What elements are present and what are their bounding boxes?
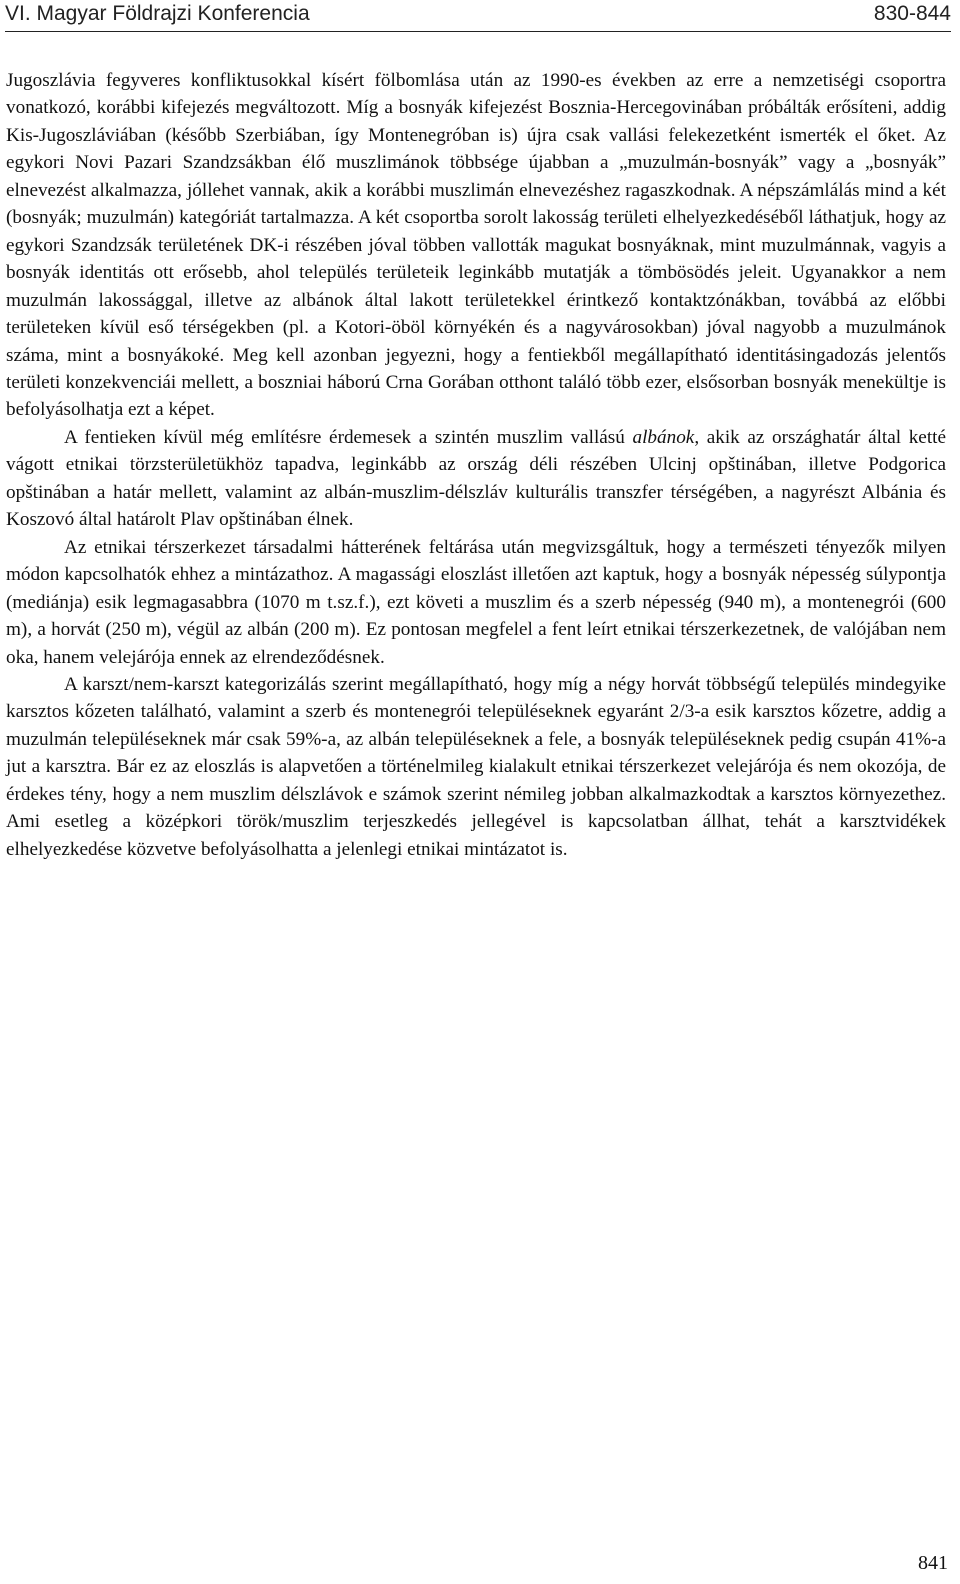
paragraph: [6, 67, 946, 424]
paragraph: [6, 671, 946, 863]
text-run: Jugoszlávia fegyveres konfliktusokkal kísért fölbomlása után az 1990-es években az erre a nemzetiségi csoportra vonatkozó, korábbi kifejezés megváltozott. Míg a bosnyák kifejezést Bosznia-Hercegovinában próbálták erősíteni, addig Kis-Jugoszláviában (később Szerbiában, így Montenegróban is) újra csak vallási felekezetként ismerték el őket. Az egykori Novi Pazari Szandzsákban élő muszlimánok többsége újabban a „muzulmán-bosnyák” vagy a „bosnyák” elnevezést alkalmazza, jóllehet vannak, akik a korábbi muszlimán elnevezéshez ragaszkodnak. A népszámlálás mind a két (bosnyák; muzulmán) kategóriát tartalmazza. A két csoportba sorolt lakosság területi elhelyezkedéséből láthatjuk, hogy az egykori Szandzsák területének DK-i részében jóval többen vallották magukat bosnyáknak, mint muzulmánnak, vagyis a bosnyák identitás ott erősebb, ahol település területeik leginkább mutatják a tömbösödés jeleit. Ugyanakkor a nem muzulmán lakossággal, illetve az albánok által lakott területekkel érintkező kontaktzónákban, továbbá az előbbi területeken kívül eső térségekben (pl. a Kotori-öböl környékén és a nagyvárosokban) jóval nagyobb a muzulmánok száma, mint a bosnyákoké. Meg kell azonban jegyezni, hogy a fentiekből megállapítható identitásingadozás jelentős területi konzekvenciái mellett, a boszniai háború Crna Gorában otthont találó több ezer, elsősorban bosnyák menekültje is befolyásolhatja ezt a képet.: [6, 70, 946, 421]
italic-term: albánok: [632, 426, 695, 448]
running-header: [5, 0, 951, 30]
text-run: , akik az országhatár által ketté vágott etnikai törzsterületükhöz tapadva, leginkább az ország déli részében Ulcinj opštinában, illetve Podgorica opštinában a határ mellett, valamint az albán-muszlim-délszláv kulturális transzfer térségében, a nagyrészt Albánia és Koszovó által határolt Plav opštinában élnek.: [6, 426, 946, 531]
paragraph: [6, 424, 946, 534]
text-run: A fentieken kívül még említésre érdemesek a szintén muszlim vallású: [64, 426, 633, 448]
page-range: 830-844: [873, 2, 951, 25]
header-rule: [5, 31, 951, 32]
conference-title: VI. Magyar Földrajzi Konferencia: [5, 2, 310, 25]
body-text: [6, 67, 946, 863]
text-run: A karszt/nem-karszt kategorizálás szerint megállapítható, hogy míg a négy horvát többségű település mindegyike karsztos kőzeten található, valamint a szerb és montenegrói településeknek egyaránt 2/3-a esik karsztos kőzetre, addig a muzulmán településeknek már csak 59%-a, az albán településeknek a fele, a bosnyák településeknek pedig csupán 41%-a jut a karsztra. Bár ez az eloszlás is alapvetően a történelmileg kialakult etnikai térszerkezet velejárója és nem okozója, de érdekes tény, hogy a nem muszlim délszlávok e számok szerint némileg jobban alkalmazkodtak a karsztos környezethez. Ami esetleg a középkori török/muszlim terjeszkedés jellegével is kapcsolatban állhat, tehát a karsztvidékek elhelyezkedése közvetve befolyásolhatta a jelenlegi etnikai mintázatot is.: [6, 673, 946, 860]
text-run: Az etnikai térszerkezet társadalmi hátterének feltárása után megvizsgáltuk, hogy a természeti tényezők milyen módon kapcsolhatók ehhez a mintázathoz. A magassági eloszlást illetően azt kaptuk, hogy a bosnyák népesség súlypontja (mediánja) esik legmagasabbra (1070 m t.sz.f.), ezt követi a muszlim és a szerb népesség (940 m), a montenegrói (600 m), a horvát (250 m), végül az albán (200 m). Ez pontosan megfelel a fent leírt etnikai térszerkezetnek, de valójában nem oka, hanem velejárója ennek az elrendeződésnek.: [6, 536, 946, 668]
paragraph: [6, 534, 946, 671]
page-number: 841: [918, 1552, 948, 1574]
